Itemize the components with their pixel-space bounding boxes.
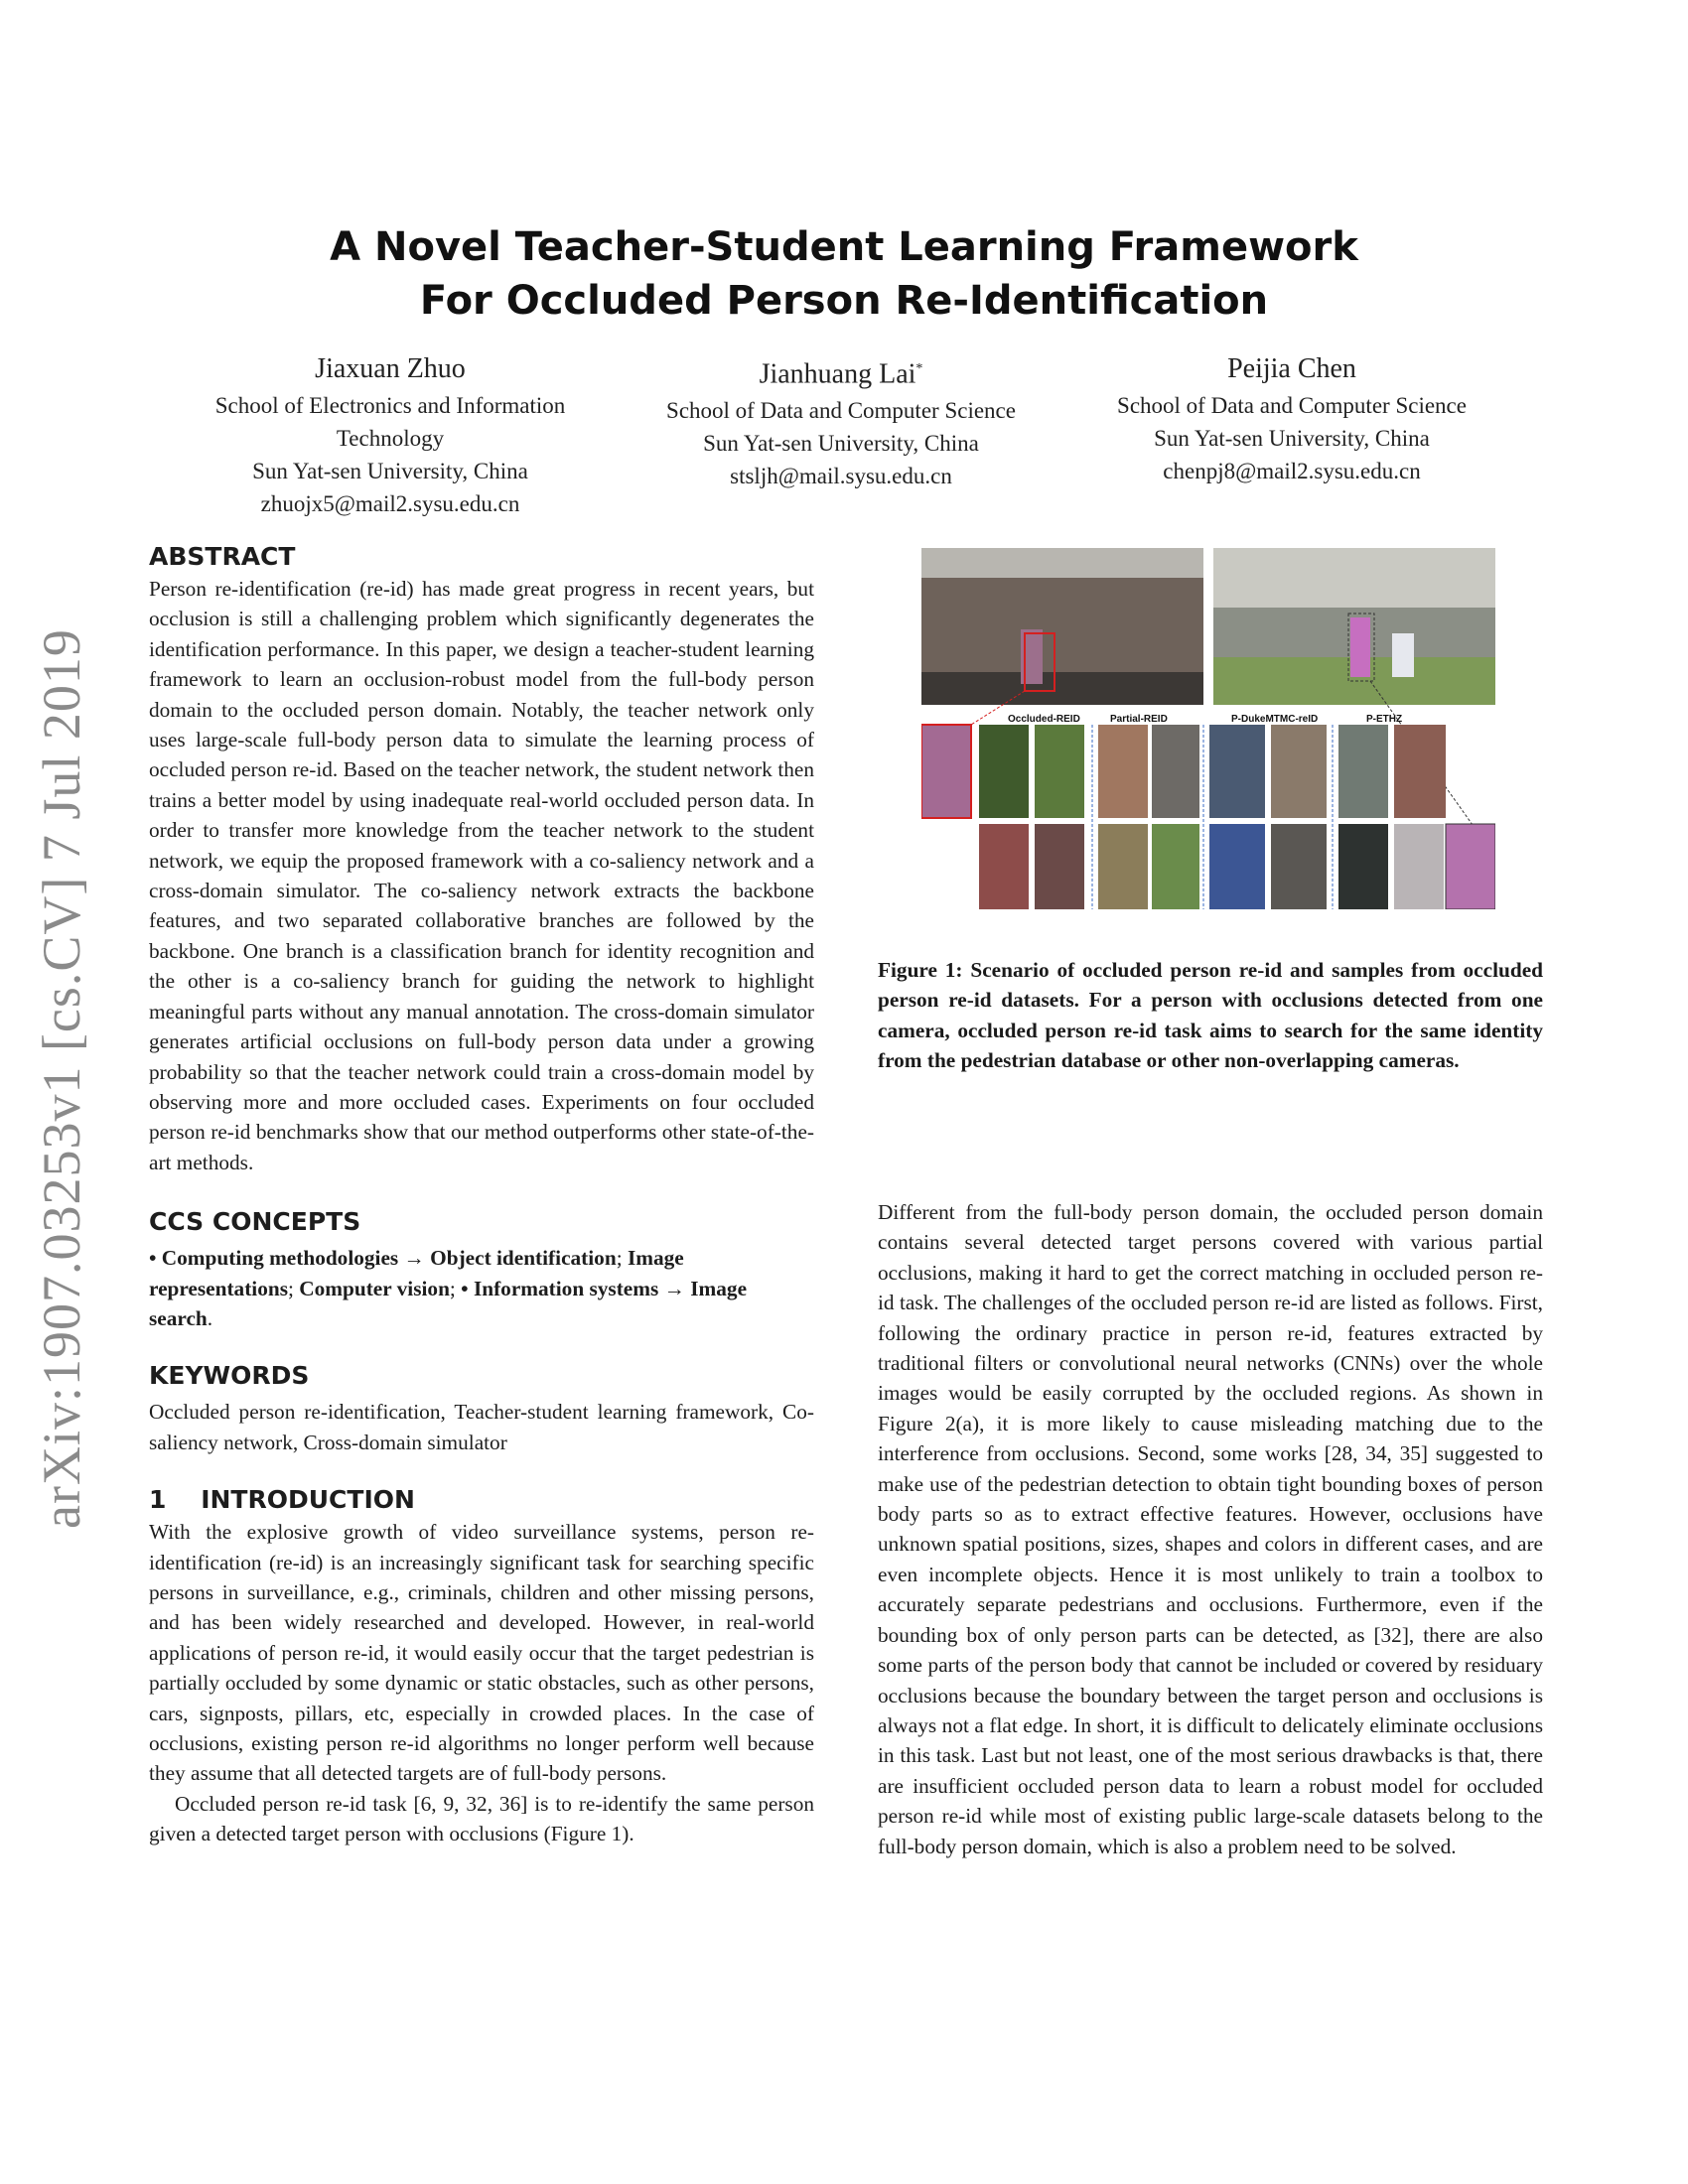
dataset-label: Partial-REID bbox=[1110, 714, 1168, 725]
title-line-2: For Occluded Person Re-Identification bbox=[419, 278, 1269, 324]
author-email: zhuojx5@mail2.sysu.edu.cn bbox=[260, 491, 520, 516]
abstract-heading: ABSTRACT bbox=[149, 542, 296, 571]
author-affiliation: Technology bbox=[336, 426, 445, 451]
figure-1-image bbox=[921, 548, 1495, 909]
author-name: Peijia Chen bbox=[1227, 353, 1356, 384]
ccs-term: Object identification bbox=[430, 1246, 617, 1271]
ccs-term: Computer vision bbox=[299, 1276, 450, 1300]
intro-paragraph-1: With the explosive growth of video surveillance systems, person re-identification (re-id) is an increasingly significant task for searching specific persons in surveillance, e.g., criminals, children and other missing persons, and has been widely researched and developed. However, in real-world applications of person re-id, it would easily occur that the target pedestrian is partially occluded by some dynamic or static obstacles, such as other persons, cars, signposts, pillars, etc, especially in crowded places. In the case of occlusions, existing person re-id algorithms no longer perform well because they assume that all detected targets are of full-body persons. bbox=[149, 1520, 814, 1786]
ccs-heading: CCS CONCEPTS bbox=[149, 1207, 361, 1237]
author-block-1 bbox=[177, 349, 604, 520]
arxiv-stamp: arXiv:1907.03253v1 [cs.CV] 7 Jul 2019 bbox=[32, 628, 91, 1529]
author-block-2 bbox=[628, 349, 1055, 492]
keywords-heading: KEYWORDS bbox=[149, 1361, 310, 1391]
ccs-separator: ; bbox=[449, 1276, 456, 1300]
author-affiliation: School of Electronics and Information bbox=[214, 393, 566, 418]
dataset-label: P-DukeMTMC-reID bbox=[1231, 714, 1319, 725]
gallery-row-2 bbox=[979, 824, 1495, 909]
ccs-arrow: → bbox=[403, 1246, 425, 1271]
keywords-text: Occluded person re-identification, Teacher-student learning framework, Co-saliency network, Cross-domain simulator bbox=[149, 1400, 814, 1454]
figure-1-caption: Figure 1: Scenario of occluded person re-id and samples from occluded person re-id datasets. For a person with occlusions detected from one camera, occluded person re-id task aims to search for the same identity from the pedestrian database or other non-overlapping cameras. bbox=[878, 958, 1543, 1073]
author-name: Jianhuang Lai* bbox=[759, 358, 923, 390]
dataset-label: Occluded-REID bbox=[1008, 714, 1080, 725]
paper-title bbox=[149, 220, 1539, 328]
author-name: Jiaxuan Zhuo bbox=[315, 353, 466, 384]
author-university: Sun Yat-sen University, China bbox=[703, 431, 979, 457]
ccs-separator: ; bbox=[288, 1276, 294, 1300]
dataset-label: P-ETHZ bbox=[1366, 714, 1403, 725]
corresponding-mark: * bbox=[915, 361, 923, 376]
author-university: Sun Yat-sen University, China bbox=[1154, 426, 1430, 451]
query-image bbox=[921, 725, 971, 818]
author-university: Sun Yat-sen University, China bbox=[252, 459, 528, 483]
ccs-term: Image representations bbox=[149, 1246, 684, 1300]
gallery-row-1 bbox=[979, 725, 1446, 818]
ccs-arrow: → bbox=[663, 1276, 685, 1300]
ccs-concepts bbox=[149, 1243, 814, 1333]
ccs-separator: ; bbox=[616, 1246, 623, 1271]
introduction-heading: 1 INTRODUCTION bbox=[149, 1485, 415, 1515]
intro-paragraph-3: Different from the full-body person domain, the occluded person domain contains several detected target persons covered with various partial occlusions, making it hard to get the correct matching in occluded person re-id task. The challenges of the occluded person re-id are listed as follows. First, following the ordinary practice in person re-id, features extracted by traditional filters or convolutional neural networks (CNNs) over the whole images would be easily corrupted by the occluded regions. As shown in Figure 2(a), it is more likely to cause misleading matching due to the interference from occlusions. Second, some works [28, 34, 35] suggested to make use of the pedestrian detection to obtain tight bounding boxes of person body parts so as to extract effective features. However, occlusions have unknown spatial positions, sizes, shapes and colors in different cases, and are even incomplete objects. Hence it is most unlikely to train a toolbox to accurately separate pedestrians and occlusions. Furthermore, even if the bounding box of only person parts can be detected, as [32], there are also some parts of the person body that cannot be included or covered by residuary occlusions because the boundary between the target person and occlusions is always not a flat edge. In short, it is difficult to delicately eliminate occlusions in this task. Last but not least, one of the most serious drawbacks is that, there are insufficient occluded person data to learn a robust model for occluded person re-id while most of existing public large-scale datasets belong to the full-body person domain, which is also a problem need to be solved. bbox=[878, 1200, 1543, 1858]
author-email: stsljh@mail.sysu.edu.cn bbox=[730, 464, 952, 489]
ccs-term: • Computing methodologies bbox=[149, 1246, 399, 1271]
author-affiliation: School of Data and Computer Science bbox=[666, 398, 1016, 424]
author-affiliation: School of Data and Computer Science bbox=[1117, 393, 1467, 418]
right-column bbox=[878, 1197, 1543, 1861]
intro-paragraph-2: Occluded person re-id task [6, 9, 32, 36] is to re-identify the same person given a detected target person with occlusions (Figure 1). bbox=[149, 1791, 814, 1846]
title-line-1: A Novel Teacher-Student Learning Framework bbox=[330, 224, 1358, 270]
author-email: chenpj8@mail2.sysu.edu.cn bbox=[1163, 459, 1421, 483]
ccs-term: • Information systems bbox=[461, 1276, 659, 1300]
left-column bbox=[149, 540, 814, 1849]
ccs-term: Image search bbox=[149, 1276, 748, 1330]
abstract-text: Person re-identification (re-id) has made great progress in recent years, but occlusion is still a challenging problem which significantly degenerates the identification performance. In this paper, we design a teacher-student learning framework to learn an occlusion-robust model from the full-body person domain to the occluded person domain. Notably, the teacher network only uses large-scale full-body person data to simulate the learning process of occluded person re-id. Based on the teacher network, the student network then trains a better model by using inadequate real-world occluded person data. In order to transfer more knowledge from the teacher network to the student network, we equip the proposed framework with a co-saliency network and a cross-domain simulator. The co-saliency network extracts the backbone features, and two separated collaborative branches are followed by the backbone. One branch is a classification branch for identity recognition and the other is a co-saliency branch for guiding the network to highlight meaningful parts without any manual annotation. The cross-domain simulator generates artificial occlusions on full-body person data under a growing probability so that the teacher network could train a cross-domain model by observing more and more occluded cases. Experiments on four occluded person re-id benchmarks show that our method outperforms other state-of-the-art methods. bbox=[149, 577, 814, 1174]
author-block-3 bbox=[1078, 349, 1505, 487]
ccs-separator: . bbox=[207, 1305, 213, 1330]
